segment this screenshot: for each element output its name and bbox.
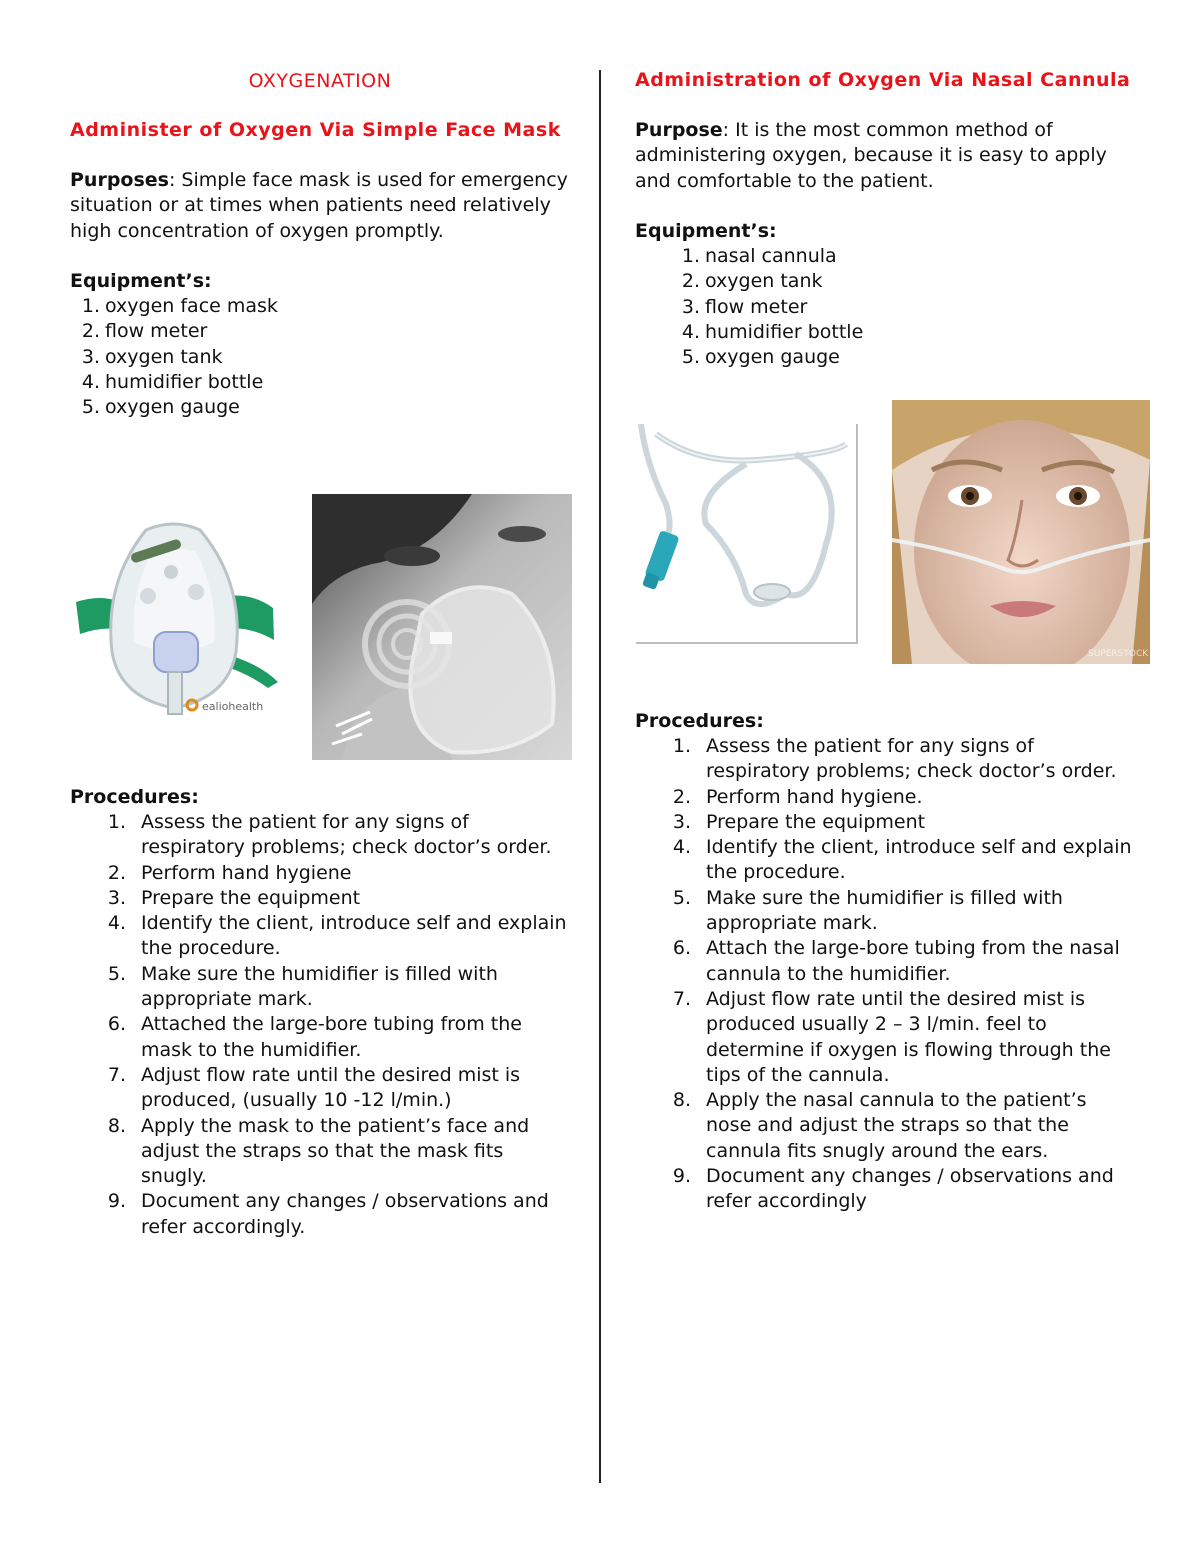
list-item: 5. oxygen gauge [681,346,840,369]
list-item: 5. Make sure the humidifier is filled with appropriate mark. [107,962,498,1011]
list-item: 9. Document any changes / observations and refer accordingly. [107,1190,549,1238]
nasal-cannula-procedures-list [635,734,1135,1215]
list-item: 4. Identify the client, introduce self and explain the procedure. [672,836,1132,884]
svg-text:SUPERSTOCK: SUPERSTOCK [1088,649,1149,659]
list-item: 2. flow meter [81,320,208,343]
nasal-cannula-equipment-list [635,244,1135,370]
page-title: OXYGENATION [248,70,392,92]
list-item: 3. oxygen tank [81,345,223,368]
list-item: 3. flow meter [681,295,808,318]
procedures-label: Procedures: [70,785,199,808]
column-divider [599,70,601,1483]
purpose-label: Purpose [635,119,723,141]
list-item: 4. Identify the client, introduce self and explain the procedure. [107,912,567,960]
list-item: 8. Apply the nasal cannula to the patient’s nose and adjust the straps so that the cannula fits snugly around the ears. [672,1089,1087,1162]
purpose-label: Purposes [70,169,169,191]
list-item: 2. Perform hand hygiene. [672,785,923,808]
equipment-label: Equipment’s: [635,219,777,242]
list-item: 2. Perform hand hygiene [107,861,352,884]
list-item: 6. Attached the large-bore tubing from the mask to the humidifier. [107,1013,522,1061]
list-item: 3. Prepare the equipment [672,810,926,833]
list-item: 4. humidifier bottle [81,371,264,394]
list-item: 5. Make sure the humidifier is filled with appropriate mark. [672,886,1063,935]
patient-face-mask-photo [312,494,572,760]
face-mask-purpose [70,168,570,244]
brand-watermark: ealiohealth [202,700,264,713]
list-item: 6. Attach the large-bore tubing from the nasal cannula to the humidifier. [672,937,1120,985]
nasal-cannula-heading: Administration of Oxygen Via Nasal Cannula [635,69,1131,91]
equipment-label: Equipment’s: [70,269,212,292]
list-item: 1. oxygen face mask [81,295,278,318]
list-item: 7. Adjust flow rate until the desired mist is produced, (usually 10 -12 l/min.) [107,1063,521,1112]
list-item: 1. Assess the patient for any signs of respiratory problems; check doctor’s order. [672,734,1117,783]
nasal-cannula-product-photo [636,424,858,644]
patient-nasal-cannula-photo [892,400,1150,664]
list-item: 4. humidifier bottle [681,321,864,344]
nasal-cannula-purpose [635,118,1135,194]
list-item: 9. Document any changes / observations and refer accordingly [672,1165,1114,1213]
purpose-text: : It is the most common method of administering oxygen, because it is easy to apply and comfortable to the patient. [635,119,1107,192]
procedures-label: Procedures: [635,709,764,732]
list-item: 1. nasal cannula [681,245,837,268]
list-item: 1. Assess the patient for any signs of respiratory problems; check doctor’s order. [107,810,552,859]
list-item: 8. Apply the mask to the patient’s face and adjust the straps so that the mask fits snugly. [107,1114,530,1188]
list-item: 5. oxygen gauge [81,396,240,419]
list-item: 7. Adjust flow rate until the desired mist is produced usually 2 – 3 l/min. feel to determine if oxygen is flowing through the tips of the cannula. [672,987,1111,1086]
list-item: 2. oxygen tank [681,270,823,293]
face-mask-heading: Administer of Oxygen Via Simple Face Mask [70,119,561,141]
purpose-text: : Simple face mask is used for emergency situation or at times when patients need relatively high concentration of oxygen promptly. [70,169,568,242]
face-mask-product-photo [68,512,280,724]
face-mask-procedures-list [70,810,570,1240]
list-item: 3. Prepare the equipment [107,886,361,909]
face-mask-equipment-list [70,294,570,420]
